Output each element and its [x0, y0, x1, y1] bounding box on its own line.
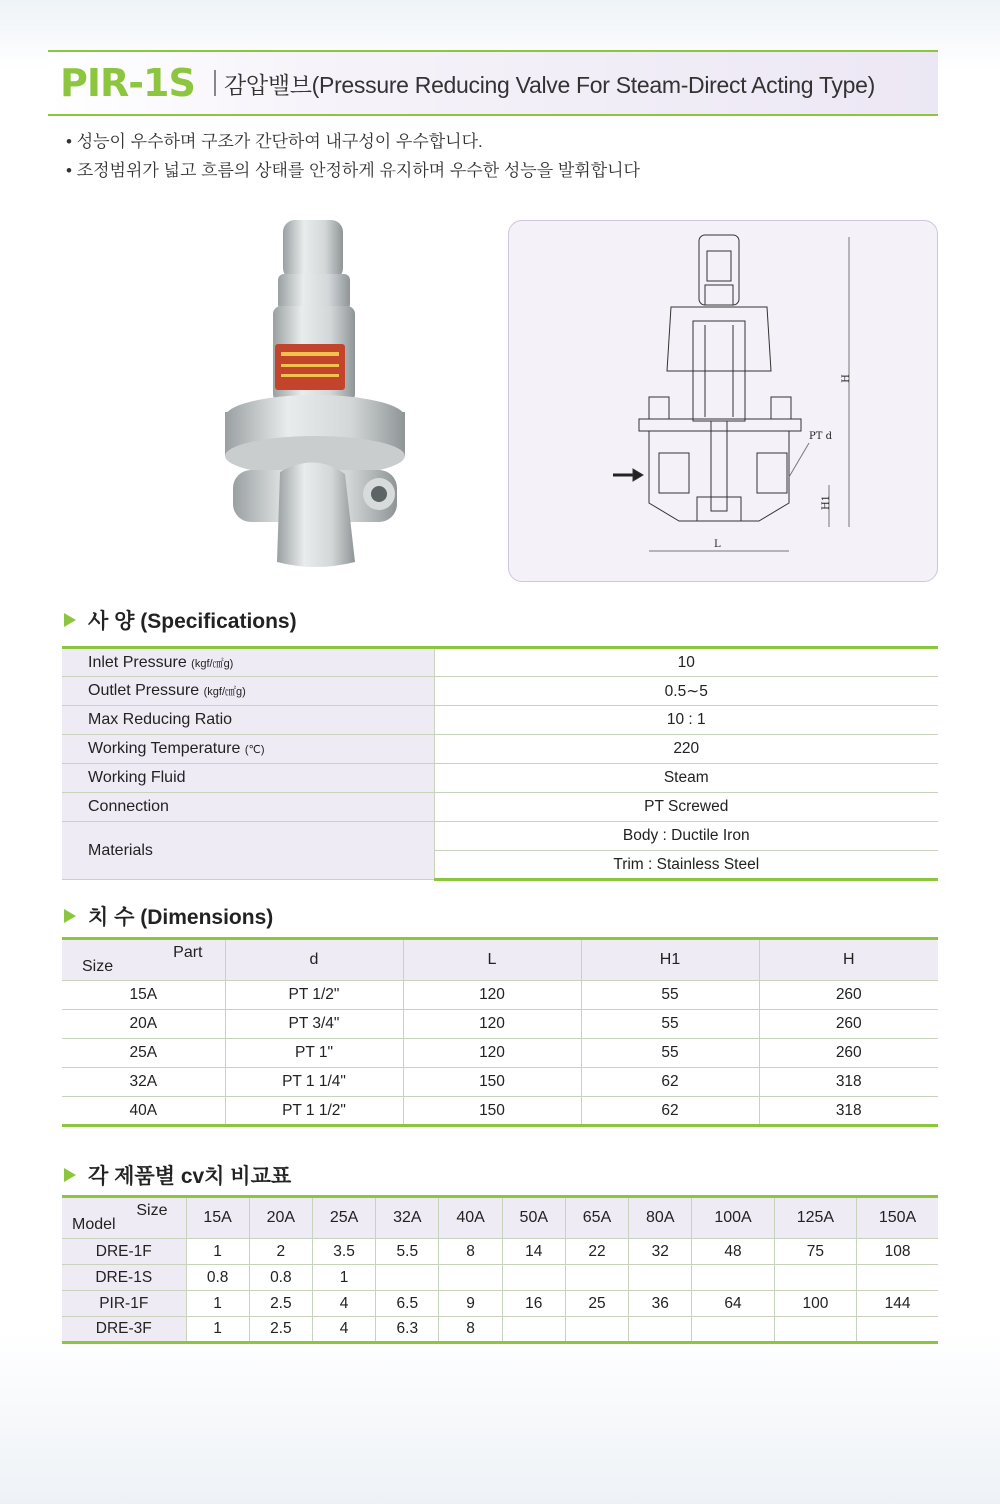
table-cell	[439, 1265, 502, 1291]
table-cell: DRE-3F	[62, 1317, 186, 1343]
table-cell	[629, 1265, 692, 1291]
title-bar	[48, 50, 938, 116]
table-cell: 2.5	[249, 1317, 312, 1343]
triangle-bullet-icon	[64, 613, 76, 627]
table-cell: 25A	[62, 1039, 225, 1068]
spec-label: Inlet Pressure	[88, 653, 187, 671]
triangle-bullet-icon	[64, 1168, 76, 1182]
dim-label-ptd: PT d	[809, 431, 832, 442]
table-cell: 144	[857, 1291, 938, 1317]
table-cell: 9	[439, 1291, 502, 1317]
table-cell: 150	[403, 1068, 581, 1097]
table-cell: 64	[692, 1291, 774, 1317]
specs-table	[62, 646, 938, 881]
table-cell	[857, 1317, 938, 1343]
table-cell: 100	[774, 1291, 856, 1317]
table-cell: 48	[692, 1239, 774, 1265]
table-header-row	[62, 1197, 938, 1239]
table-cell	[774, 1265, 856, 1291]
table-cell: 318	[759, 1097, 938, 1126]
dim-label-l: L	[714, 539, 721, 550]
model-name: PIR-1S	[60, 61, 195, 105]
table-row	[62, 1265, 938, 1291]
spec-value: Steam	[434, 764, 938, 793]
table-row	[62, 1317, 938, 1343]
table-cell: 120	[403, 981, 581, 1010]
spec-value: 220	[434, 735, 938, 764]
column-header: H1	[581, 939, 759, 981]
column-header: 150A	[857, 1197, 938, 1239]
table-cell: 6.3	[376, 1317, 439, 1343]
table-cell	[692, 1265, 774, 1291]
title-divider	[214, 70, 216, 96]
table-cell	[629, 1317, 692, 1343]
table-row: Inlet Pressure (kgf/㎠g) 10	[62, 648, 938, 677]
table-cell: 14	[502, 1239, 565, 1265]
table-cell: 2	[249, 1239, 312, 1265]
table-cell: 36	[629, 1291, 692, 1317]
corner-header: Size Model	[62, 1197, 186, 1239]
cv-table	[62, 1195, 938, 1344]
spec-label: Materials	[62, 822, 434, 880]
table-cell: 20A	[62, 1010, 225, 1039]
table-cell: 260	[759, 981, 938, 1010]
table-cell: PT 1"	[225, 1039, 403, 1068]
dimensions-heading: 치 수 (Dimensions)	[64, 901, 273, 931]
table-cell	[502, 1265, 565, 1291]
table-cell: 1	[186, 1239, 249, 1265]
dim-label-h: H	[840, 374, 852, 383]
table-row	[62, 1097, 938, 1126]
table-cell: 0.8	[249, 1265, 312, 1291]
technical-drawing-panel	[508, 220, 938, 582]
column-header: 20A	[249, 1197, 312, 1239]
column-header: 80A	[629, 1197, 692, 1239]
table-cell: PT 1/2"	[225, 981, 403, 1010]
table-row: Working Temperature (℃) 220	[62, 735, 938, 764]
table-cell: PT 3/4"	[225, 1010, 403, 1039]
table-cell: 15A	[62, 981, 225, 1010]
table-cell: 25	[565, 1291, 628, 1317]
table-cell: DRE-1S	[62, 1265, 186, 1291]
spec-value: 10 : 1	[434, 706, 938, 735]
column-header: 40A	[439, 1197, 502, 1239]
table-cell: 75	[774, 1239, 856, 1265]
table-cell	[502, 1317, 565, 1343]
column-header: H	[759, 939, 938, 981]
feature-item: • 조정범위가 넓고 흐름의 상태를 안정하게 유지하며 우수한 성능을 발휘합니다	[66, 156, 640, 185]
table-row	[62, 764, 938, 793]
column-header: 100A	[692, 1197, 774, 1239]
column-header: d	[225, 939, 403, 981]
spec-value: PT Screwed	[434, 793, 938, 822]
table-header-row	[62, 939, 938, 981]
table-row	[62, 706, 938, 735]
spec-value: Trim : Stainless Steel	[434, 851, 938, 880]
table-cell: PT 1 1/4"	[225, 1068, 403, 1097]
table-cell: 16	[502, 1291, 565, 1317]
column-header: 65A	[565, 1197, 628, 1239]
column-header: 50A	[502, 1197, 565, 1239]
column-header: 32A	[376, 1197, 439, 1239]
table-cell	[565, 1317, 628, 1343]
table-cell: 260	[759, 1010, 938, 1039]
table-cell: 260	[759, 1039, 938, 1068]
spec-label: Working Fluid	[88, 769, 186, 786]
table-cell: 55	[581, 1039, 759, 1068]
column-header: 125A	[774, 1197, 856, 1239]
dimensions-table	[62, 937, 938, 1127]
table-cell: 55	[581, 1010, 759, 1039]
specs-heading: 사 양 (Specifications)	[64, 605, 297, 635]
table-cell: 5.5	[376, 1239, 439, 1265]
table-cell: PT 1 1/2"	[225, 1097, 403, 1126]
valve-photo	[215, 212, 415, 572]
table-cell: 32A	[62, 1068, 225, 1097]
table-cell: 32	[629, 1239, 692, 1265]
dim-label-h1: H1	[821, 494, 833, 511]
table-cell: 1	[186, 1291, 249, 1317]
table-cell	[692, 1317, 774, 1343]
table-cell: 55	[581, 981, 759, 1010]
spec-label: Max Reducing Ratio	[88, 711, 233, 728]
table-cell: 22	[565, 1239, 628, 1265]
product-title: 감압밸브(Pressure Reducing Valve For Steam-Direct Acting Type)	[224, 71, 875, 98]
table-cell: 0.8	[186, 1265, 249, 1291]
table-row	[62, 981, 938, 1010]
table-row	[62, 822, 938, 851]
table-cell: 2.5	[249, 1291, 312, 1317]
feature-list	[66, 127, 640, 185]
table-cell: 1	[312, 1265, 375, 1291]
table-row	[62, 1291, 938, 1317]
table-row	[62, 1239, 938, 1265]
table-row	[62, 793, 938, 822]
table-cell: 120	[403, 1039, 581, 1068]
table-cell	[774, 1317, 856, 1343]
table-cell: 62	[581, 1068, 759, 1097]
feature-item: • 성능이 우수하며 구조가 간단하여 내구성이 우수합니다.	[66, 127, 640, 156]
table-cell: 8	[439, 1317, 502, 1343]
table-cell	[857, 1265, 938, 1291]
table-row	[62, 1039, 938, 1068]
spec-value: 0.5∼5	[434, 677, 938, 706]
table-cell: DRE-1F	[62, 1239, 186, 1265]
table-cell	[376, 1265, 439, 1291]
spec-label: Outlet Pressure	[88, 682, 200, 699]
table-cell	[565, 1265, 628, 1291]
spec-value: Body : Ductile Iron	[434, 822, 938, 851]
table-cell: 1	[186, 1317, 249, 1343]
column-header: 15A	[186, 1197, 249, 1239]
technical-drawing	[509, 221, 939, 583]
triangle-bullet-icon	[64, 909, 76, 923]
cv-heading: 각 제품별 cv치 비교표	[64, 1160, 291, 1190]
table-cell: 150	[403, 1097, 581, 1126]
table-row	[62, 1010, 938, 1039]
table-cell: 8	[439, 1239, 502, 1265]
table-row	[62, 1068, 938, 1097]
table-cell: 108	[857, 1239, 938, 1265]
table-cell: 4	[312, 1317, 375, 1343]
table-cell: 318	[759, 1068, 938, 1097]
table-cell: 40A	[62, 1097, 225, 1126]
spec-label: Connection	[88, 798, 169, 815]
table-cell: 3.5	[312, 1239, 375, 1265]
table-row: Outlet Pressure (kgf/㎠g) 0.5∼5	[62, 677, 938, 706]
table-cell: 120	[403, 1010, 581, 1039]
table-cell: 6.5	[376, 1291, 439, 1317]
spec-label: Working Temperature	[88, 740, 241, 757]
table-cell: PIR-1F	[62, 1291, 186, 1317]
table-cell: 4	[312, 1291, 375, 1317]
corner-header: Part Size	[62, 939, 225, 981]
column-header: L	[403, 939, 581, 981]
table-cell: 62	[581, 1097, 759, 1126]
column-header: 25A	[312, 1197, 375, 1239]
spec-value: 10	[434, 648, 938, 677]
